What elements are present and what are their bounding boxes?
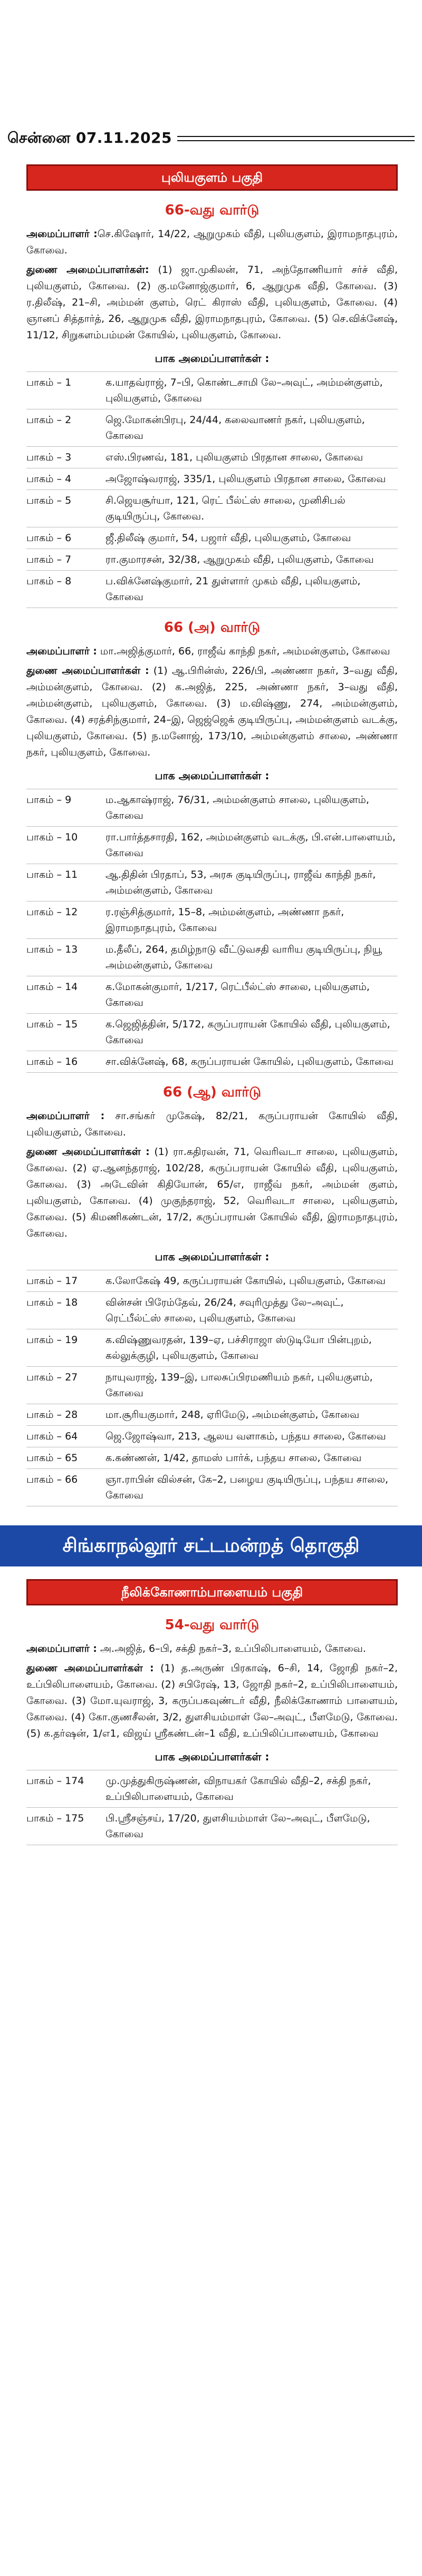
- booth-number: பாகம் – 8: [26, 575, 72, 587]
- ward-organizer: [26, 643, 398, 660]
- booth-row: [26, 490, 398, 527]
- booth-organizer: ரா.பார்த்தசாரதி, 162, அம்மன்குளம் வடக்கு, பி.என்.பாளையம், கோவை: [106, 831, 396, 859]
- organizer-text: சா.சங்கர் முகேஷ், 82/21, கருப்பராயன் கோயில் வீதி, புலியகுளம், கோவை.: [26, 1110, 398, 1138]
- booth-number: பாகம் – 17: [26, 1275, 78, 1287]
- deputy-text: (1) த.அருண் பிரகாஷ், 6–சி, 14, ஜோதி நகர்–2, உப்பிலிபாளையம், கோவை. (2) சபிரேஷ், 13, ஜோதி நகர்–2, உப்பிலிபாளையம், கோவை. (3) மோ.யுவராஜ், 3, கருப்பகவுண்டர் வீதி, நீலிக்கோணாம் பாளையம், கோவை. (4) கோ.குணசீலன், 3/2, துளசியம்மாள் லே–அவுட், பீளமேடு, கோவை. (5) க.தர்ஷன், 1/எ1, விஜய் ஸ்ரீகண்டன்–1 வீதி, உப்பிலிப்பாளையம், கோவை: [26, 1662, 398, 1739]
- booth-organizer: ம.ஆகாஷ்ராஜ், 76/31, அம்மன்குளம் சாலை, புலியகுளம், கோவை: [106, 794, 369, 821]
- deputy-label: துணை அமைப்பாளர்கள் :: [26, 665, 149, 677]
- booth-number: பாகம் – 64: [26, 1431, 78, 1442]
- organizer-label: அமைப்பாளர் :: [26, 228, 98, 240]
- booth-list: [26, 1770, 398, 1845]
- booth-organizer: மு.முத்துகிருஷ்ணன், விநாயகர் கோயில் வீதி–2, சக்தி நகர், உப்பிலிபாளையம், கோவை: [106, 1775, 371, 1803]
- booth-number: பாகம் – 3: [26, 452, 72, 463]
- booth-row: [26, 1270, 398, 1292]
- booth-organizer: நாயுவராஜ், 139–இ, பாலசுப்பிரமணியம் நகர், புலியகுளம், கோவை: [106, 1372, 373, 1399]
- article-column: [0, 164, 422, 1845]
- booth-organizer: க.லோகேஷ் 49, கருப்பராயன் கோயில், புலியகுளம், கோவை: [106, 1275, 386, 1287]
- booth-list: [26, 789, 398, 1073]
- organizer-text: செ.கிஷோர், 14/22, ஆறுமுகம் வீதி, புலியகுளம், இராமநாதபுரம், கோவை.: [26, 228, 398, 256]
- booth-organizer: ஆ.திதின் பிரதாப், 53, அரசு குடியிருப்பு, ராஜீவ் காந்தி நகர், அம்மன்குளம், கோவை: [106, 869, 376, 896]
- booth-number: பாகம் – 65: [26, 1452, 78, 1464]
- booth-number: பாகம் – 9: [26, 794, 72, 806]
- deputy-organizers: [26, 1144, 398, 1242]
- area-banner: நீலிக்கோணாம்பாளையம் பகுதி: [26, 1579, 398, 1605]
- booth-number: பாகம் – 6: [26, 532, 72, 544]
- booth-heading: பாக அமைப்பாளர்கள் :: [155, 352, 270, 365]
- booth-number: பாகம் – 7: [26, 554, 72, 565]
- organizer-label: அமைப்பாளர் :: [26, 1643, 97, 1654]
- booth-row: [26, 789, 398, 827]
- ward-title: 66 (அ) வார்டு: [164, 620, 261, 635]
- booth-number: பாகம் – 1: [26, 377, 72, 388]
- booth-organizer: அஜோஷ்வராஜ், 335/1, புலியகுளம் பிரதான சாலை, கோவை: [106, 473, 386, 485]
- booth-organizer: ஜீ.திலீஷ் குமார், 54, பஜார் வீதி, புலியகுளம், கோவை: [106, 532, 351, 544]
- booth-organizer: மா.சூரியகுமார், 248, ஏரிமேடு, அம்மன்குளம், கோவை: [106, 1409, 360, 1421]
- booth-organizer: ம.தீலீப், 264, தமிழ்நாடு வீட்டுவசதி வாரிய குடியிருப்பு, நியூ அம்மன்குளம், கோவை: [106, 944, 382, 971]
- ward-organizer: [26, 1641, 398, 1657]
- deputy-organizers: [26, 262, 398, 344]
- deputy-label: துணை அமைப்பாளர்கள்:: [26, 264, 149, 276]
- booth-list: [26, 371, 398, 608]
- booth-organizer: க.யாதவ்ராஜ், 7–பி, கொண்டசாமி லே–அவுட், அம்மன்குளம், புலியகுளம், கோவை: [106, 377, 383, 404]
- booth-row: [26, 1051, 398, 1073]
- organizer-text: மா.அஜித்குமார், 66, ராஜீவ் காந்தி நகர், அம்மன்குளம், கோவை: [100, 645, 390, 657]
- booth-row: [26, 571, 398, 608]
- booth-organizer: பி.ஸ்ரீசஞ்சய், 17/20, துளசியம்மாள் லே–அவுட், பீளமேடு, கோவை: [106, 1813, 370, 1840]
- booth-row: [26, 1469, 398, 1506]
- booth-row: [26, 372, 398, 409]
- booth-number: பாகம் – 175: [26, 1813, 84, 1824]
- booth-number: பாகம் – 12: [26, 906, 78, 918]
- date-line: சென்னை 07.11.2025: [7, 129, 172, 146]
- booth-row: [26, 409, 398, 447]
- booth-row: [26, 902, 398, 939]
- booth-organizer: க.விஷ்ணுவரதன், 139–ஏ, பச்சிராஜா ஸ்டுடியோ பின்புறம், கல்லுக்குழி, புலியகுளம், கோவை: [106, 1334, 372, 1362]
- booth-heading: பாக அமைப்பாளர்கள் :: [155, 1250, 270, 1263]
- booth-row: [26, 549, 398, 571]
- booth-row: [26, 447, 398, 468]
- booth-number: பாகம் – 11: [26, 869, 78, 880]
- organizer-label: அமைப்பாளர் :: [26, 645, 97, 657]
- booth-row: [26, 1014, 398, 1051]
- deputy-text: (1) ஆ.பிரின்ஸ், 226/பி, அண்ணா நகர், 3–வது வீதி, அம்மன்குளம், கோவை. (2) க.அஜித், 225, அண்ணா நகர், 3–வது வீதி, அம்மன்குளம், புலியகுளம், கோவை. (3) ம.விஷ்ணு, 274, அம்மன்குளம், கோவை. (4) சரத்சிந்குமார், 24–இ, ஜெஜ்ஜெக் குடியிருப்பு, அம்மன்குளம் வடக்கு, புலியகுளம், கோவை. (5) ந.மனோஜ், 173/10, அம்மன்குளம் சாலை, அண்ணா நகர், புலியகுளம், கோவை.: [26, 665, 398, 758]
- booth-heading: பாக அமைப்பாளர்கள் :: [155, 1750, 270, 1763]
- ward-organizer: [26, 226, 398, 259]
- booth-row: [26, 527, 398, 549]
- organizer-label: அமைப்பாளர் :: [26, 1110, 105, 1122]
- booth-organizer: ஞா.ராபின் வில்சன், கே–2, பழைய குடியிருப்பு, பந்தய சாலை, கோவை: [106, 1474, 389, 1501]
- booth-row: [26, 864, 398, 902]
- booth-organizer: க.கண்ணன், 1/42, தாமஸ் பார்க், பந்தய சாலை, கோவை: [106, 1452, 362, 1464]
- booth-number: பாகம் – 4: [26, 473, 72, 485]
- booth-number: பாகம் – 18: [26, 1297, 78, 1308]
- booth-row: [26, 1808, 398, 1845]
- booth-number: பாகம் – 27: [26, 1372, 78, 1383]
- booth-number: பாகம் – 5: [26, 495, 72, 506]
- booth-number: பாகம் – 2: [26, 414, 72, 426]
- ward-title: 54-வது வார்டு: [165, 1617, 260, 1633]
- booth-row: [26, 827, 398, 864]
- booth-organizer: ஜெ.ஜோஷ்வா, 213, ஆலய வளாகம், பந்தய சாலை, கோவை: [106, 1431, 386, 1442]
- booth-organizer: வின்சன் பிரேம்தேவ், 26/24, சவுரிமுத்து லே–அவுட், ரெட்பீல்ட்ஸ் சாலை, புலியகுளம், கோவை: [106, 1297, 344, 1324]
- booth-organizer: சா.விக்னேஷ், 68, கருப்பராயன் கோயில், புலியகுளம், கோவை: [106, 1056, 394, 1067]
- booth-row: [26, 1367, 398, 1404]
- booth-organizer: ப.விக்னேஷ்குமார், 21 துள்ளார் முகம் வீதி, புலியகுளம், கோவை: [106, 575, 361, 603]
- booth-row: [26, 939, 398, 976]
- ward-title: 66-வது வார்டு: [165, 202, 260, 218]
- organizer-text: அ.அஜித், 6–பி, சக்தி நகர்–3, உப்பிலிபாளையம், கோவை.: [100, 1643, 366, 1654]
- area-banner: புலியகுளம் பகுதி: [26, 164, 398, 191]
- deputy-organizers: [26, 663, 398, 761]
- booth-number: பாகம் – 16: [26, 1056, 78, 1067]
- booth-row: [26, 1770, 398, 1808]
- ward-organizer: [26, 1108, 398, 1141]
- booth-organizer: சி.ஜெயசூர்யா, 121, ரெட் பீல்ட்ஸ் சாலை, முனிசிபல் குடியிருப்பு, கோவை.: [106, 495, 346, 522]
- deputy-label: துணை அமைப்பாளர்கள் :: [26, 1146, 150, 1158]
- top-margin: [0, 0, 422, 58]
- deputy-text: (1) ரா.கதிரவன், 71, வெரிவடா சாலை, புலியகுளம், கோவை. (2) ஏ.ஆனந்தராஜ், 102/28, கருப்பராயன் கோயில் வீதி, புலியகுளம், கோவை. (3) அடேவின் கிதியோன், 65/எ, ராஜீவ் நகர், அம்மன் குளம், புலியகுளம், கோவை. (4) முகுந்தராஜ், 52, வெரிவடா சாலை, புலியகுளம், கோவை. (5) கிமணிகண்டன், 17/2, கருப்பராயன் கோயில் வீதி, இராமநாதபுரம், கோவை.: [26, 1146, 398, 1239]
- dateline: [0, 125, 422, 152]
- booth-number: பாகம் – 66: [26, 1474, 78, 1485]
- deputy-label: துணை அமைப்பாளர்கள் :: [26, 1662, 154, 1674]
- booth-number: பாகம் – 19: [26, 1334, 78, 1346]
- booth-row: [26, 1426, 398, 1447]
- booth-number: பாகம் – 174: [26, 1775, 84, 1787]
- booth-organizer: ரா.குமாரசன், 32/38, ஆறுமுகம் வீதி, புலியகுளம், கோவை: [106, 554, 374, 565]
- booth-number: பாகம் – 13: [26, 944, 78, 955]
- booth-heading: பாக அமைப்பாளர்கள் :: [155, 769, 270, 782]
- booth-list: [26, 1270, 398, 1506]
- ward-title: 66 (ஆ) வார்டு: [162, 1084, 262, 1100]
- booth-number: பாகம் – 15: [26, 1018, 78, 1030]
- booth-organizer: எஸ்.பிரணவ், 181, புலியகுளம் பிரதான சாலை, கோவை: [106, 452, 363, 463]
- constituency-banner: சிங்காநல்லூர் சட்டமன்றத் தொகுதி: [0, 1525, 422, 1566]
- booth-row: [26, 1404, 398, 1426]
- booth-number: பாகம் – 28: [26, 1409, 78, 1421]
- booth-number: பாகம் – 14: [26, 981, 78, 993]
- booth-organizer: க.ஜெஜித்தின், 5/172, கருப்பராயன் கோயில் வீதி, புலியகுளம், கோவை: [106, 1018, 390, 1046]
- dateline-rule: [177, 136, 415, 141]
- deputy-text: (1) ஜா.முகிலன், 71, அந்தோணியார் சர்ச் வீதி, புலியகுளம், கோவை. (2) கு.மனோஜ்குமார், 6, ஆறுமுக வீதி, கோவை. (3) ர.திலீஷ், 21–சி, அம்மன் குளம், ரெட் கிராஸ் வீதி, புலியகுளம், கோவை. (4) ஞானப் சித்தார்த், 26, ஆறுமுக வீதி, இராமநாதபுரம், கோவை. (5) செ.விக்னேஷ், 11/12, சிறுகளம்பம்மன் கோயில், புலியகுளம், கோவை.: [26, 264, 398, 341]
- booth-row: [26, 1329, 398, 1367]
- booth-organizer: ர.ரஞ்சித்குமார், 15–8, அம்மன்குளம், அண்ணா நகர், இராமநாதபுரம், கோவை: [106, 906, 344, 934]
- booth-organizer: ஜெ.மோகன்பிரபு, 24/44, கலைவாணர் நகர், புலியகுளம், கோவை: [106, 414, 365, 442]
- deputy-organizers: [26, 1660, 398, 1742]
- booth-row: [26, 1292, 398, 1329]
- booth-row: [26, 976, 398, 1014]
- booth-organizer: க.மோகன்குமார், 1/217, ரெட்பீல்ட்ஸ் சாலை, புலியகுளம், கோவை: [106, 981, 370, 1008]
- booth-row: [26, 468, 398, 490]
- booth-row: [26, 1447, 398, 1469]
- booth-number: பாகம் – 10: [26, 831, 78, 843]
